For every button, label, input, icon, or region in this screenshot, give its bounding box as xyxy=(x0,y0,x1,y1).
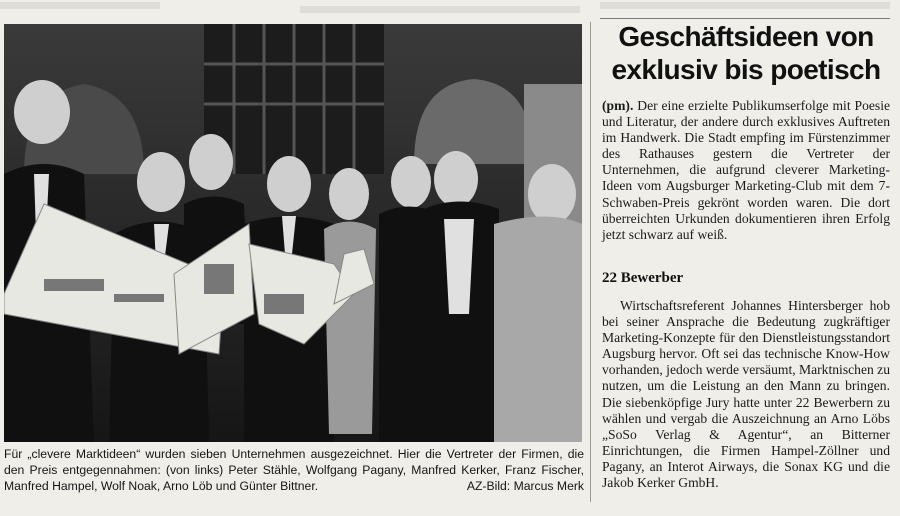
lead-tag: (pm). xyxy=(602,98,634,113)
photo-credit: AZ-Bild: Marcus Merk xyxy=(466,479,584,493)
lead-text: Der eine erzielte Publikumserfolge mit Poesie und Literatur, der andere durch exklusives Auftreten im Handwerk. Die Stadt empfing im Fürstenzimmer des Rathauses gestern die Vertreter der Unternehmen, die aufgrund cleverer Marketing-Ideen vom Augsburger Marketing-Club mit dem 7-Schwaben-Preis gekrönt worden waren. Die dort überreichten Urkunden dokumentieren ihren Erfolg jetzt schwarz auf weiß. xyxy=(602,98,891,242)
article-subhead: 22 Bewerber xyxy=(602,270,684,286)
article-headline: Geschäftsideen von exklusiv bis poetisch xyxy=(611,21,881,85)
article-paragraph: Wirtschaftsreferent Johannes Hintersberger hob bei seiner Ansprache die Bedeutung zugkräftiger Marketing-Konzepte für den Dienstleistungsstandort Augsburg hervor. Oft sei das technische Know-How vorhanden, jedoch werde versäumt, Marktnischen zu nutzen, um die Leistung an den Mann zu bringen. Die siebenköpfige Jury hatte unter 22 Bewerbern zu wählen und vergab die Auszeichnung an Arno Löbs „SoSo Verlag & Agentur“, an Bitterner Einrichtungen, die Firmen Hampel-Zöllner und Pagany, an Interot Airways, die Sonax KG und die Jakob Kerker GmbH. xyxy=(602,298,891,491)
caption-text: Für „clevere Marktideen“ wurden sieben Unternehmen ausgezeichnet. Hier die Vertreter der Firmen, die den Preis entgegennahmen: (von links) Peter Stähle, Wolfgang Pagany, Manfred Kerker, Franz Fischer, Manfred Hampel, Wolf Noak, Arno Löb und Günter Bittner. xyxy=(4,447,584,493)
group-photo xyxy=(4,24,582,442)
column-rule-top xyxy=(600,18,890,19)
article-lead xyxy=(602,98,890,243)
photo-caption xyxy=(4,446,584,494)
column-divider xyxy=(590,22,591,502)
